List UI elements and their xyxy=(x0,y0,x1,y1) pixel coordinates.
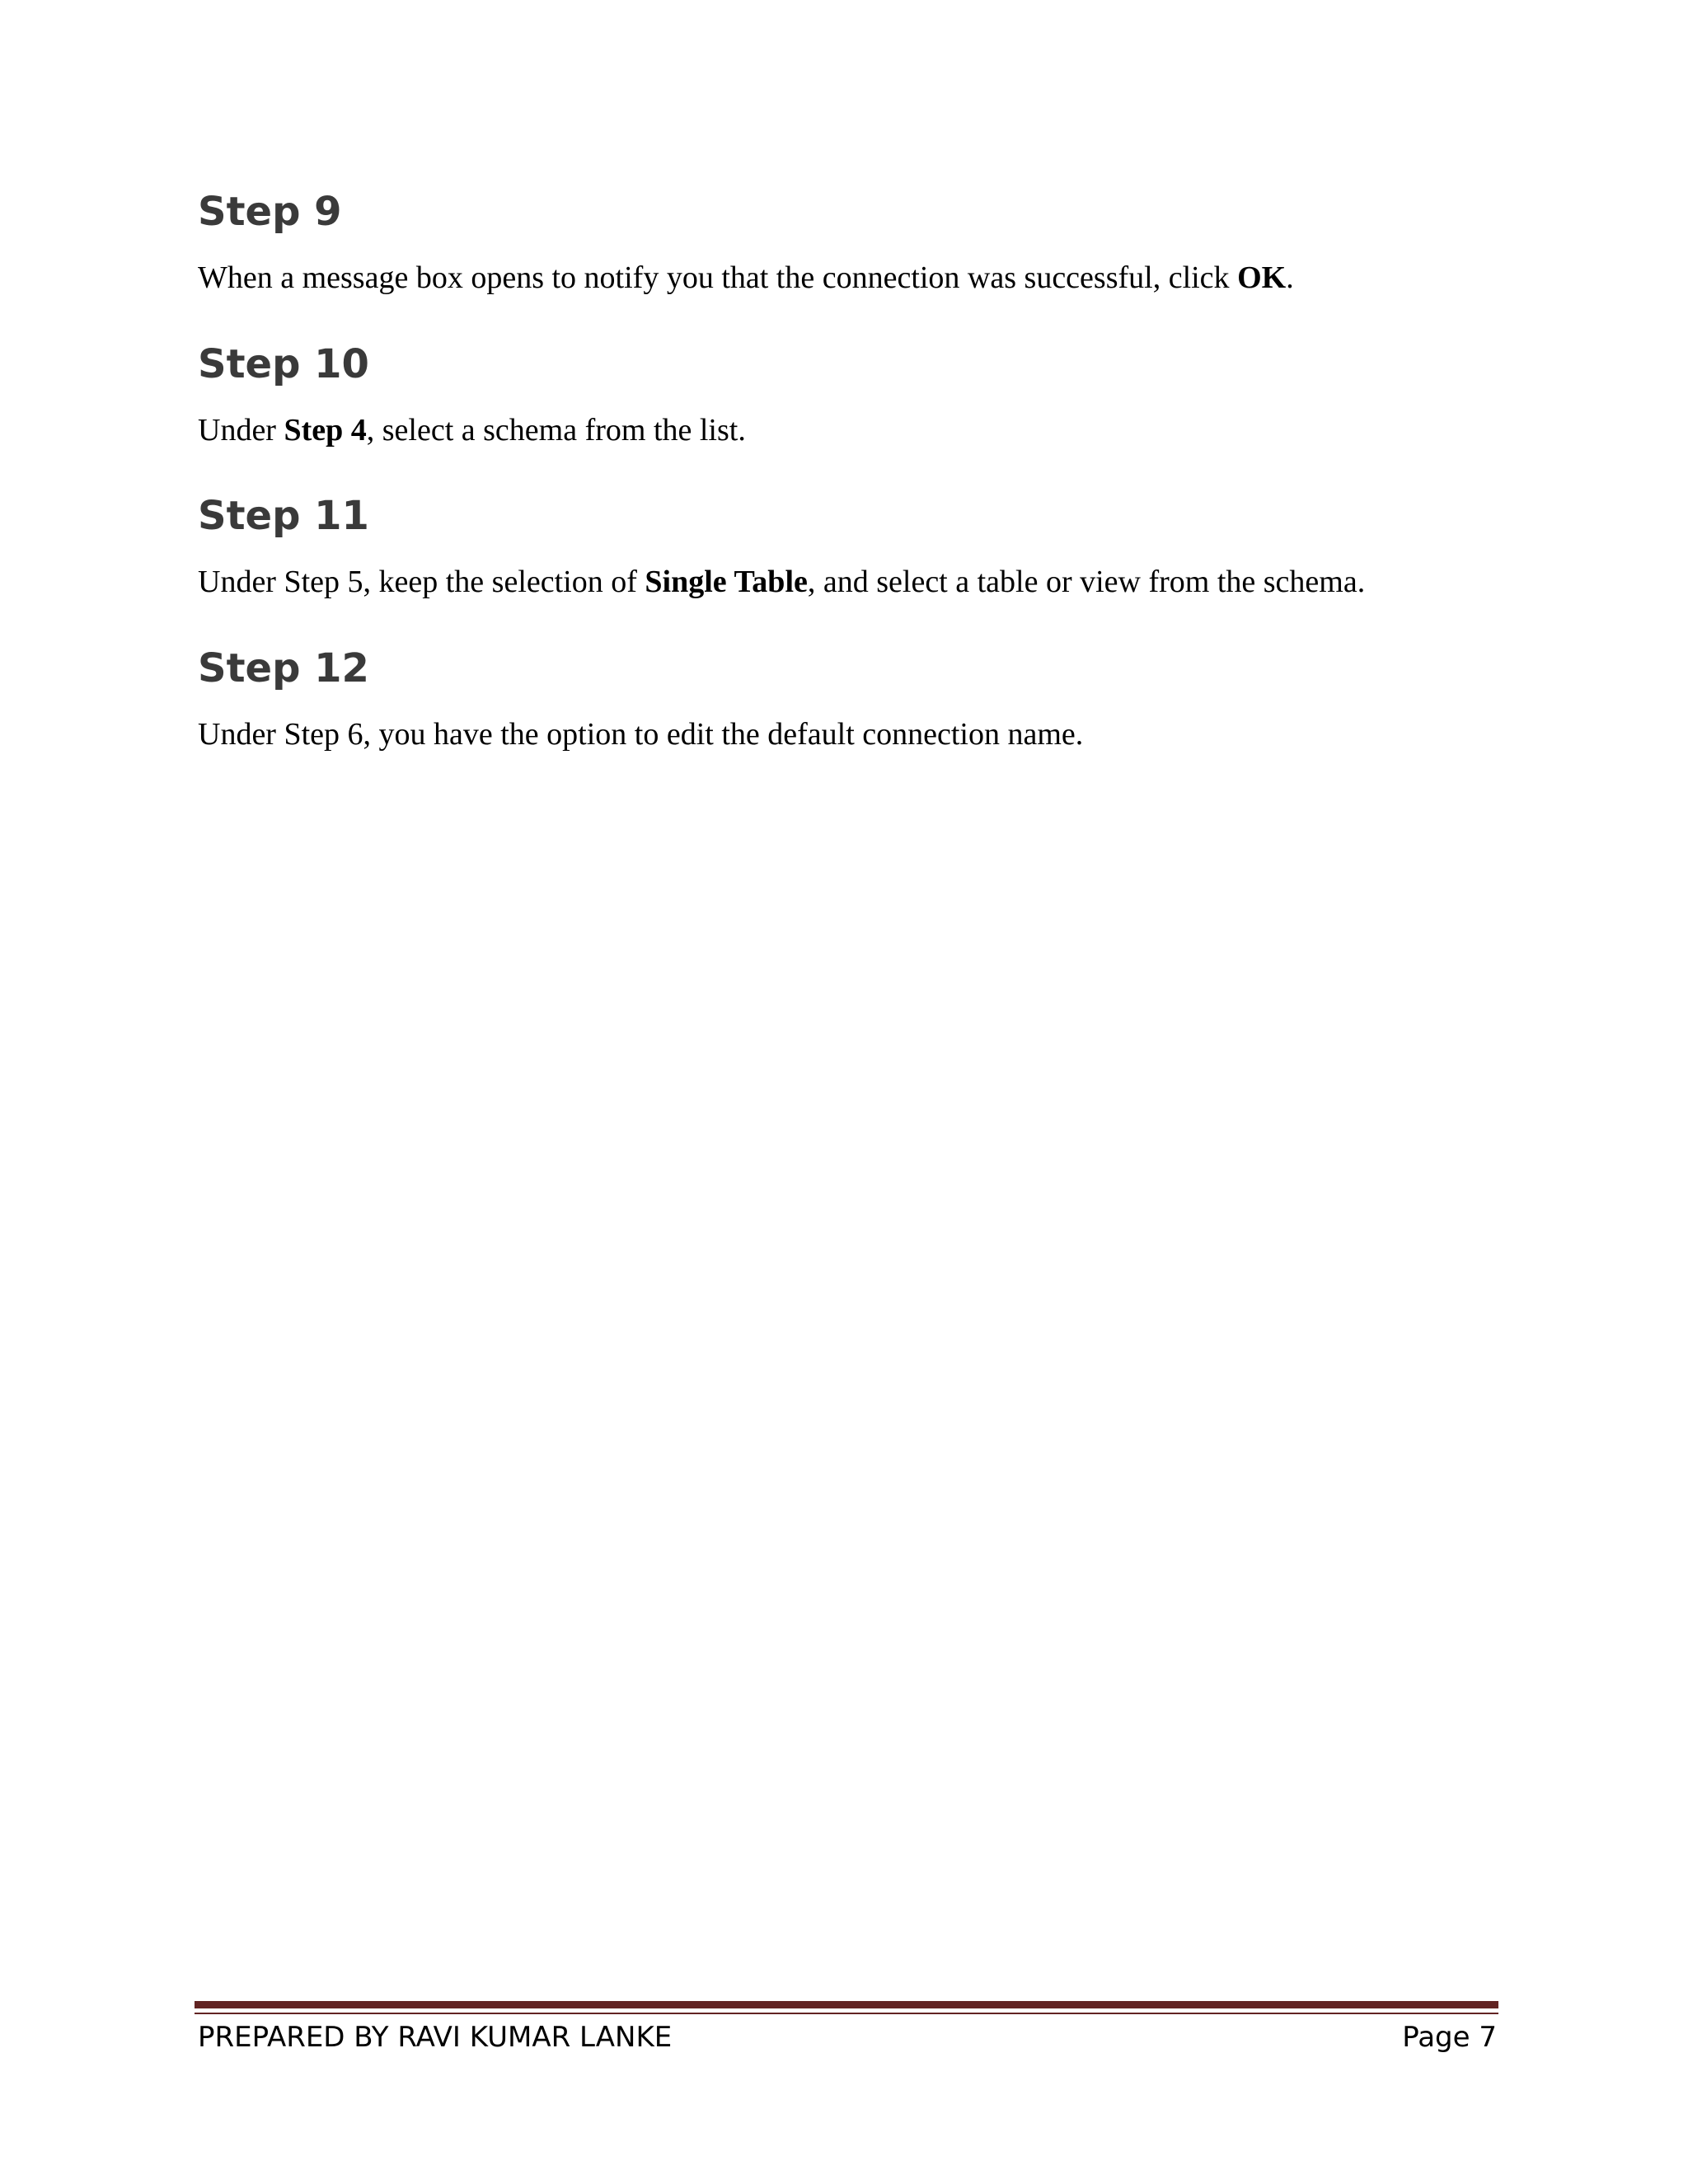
step-instruction xyxy=(198,562,1500,602)
footer-divider-thick xyxy=(195,2001,1498,2008)
bold-term: OK xyxy=(1237,260,1287,296)
text-run: When a message box opens to notify you that the connection was successful, click xyxy=(198,260,1238,296)
text-run: Under Step 5, keep the selection of xyxy=(198,565,645,600)
step-10-section xyxy=(198,342,1500,452)
text-run: Under xyxy=(198,412,284,448)
step-instruction xyxy=(198,410,1500,451)
text-run: Under Step 6, you have the option to edit the default connection name. xyxy=(198,716,1084,752)
step-heading: Step 10 xyxy=(198,340,369,387)
text-run: . xyxy=(1286,260,1294,296)
bold-term: Single Table xyxy=(645,565,808,600)
bold-term: Step 4 xyxy=(284,412,367,448)
page-content xyxy=(198,190,1500,798)
step-9-section xyxy=(198,190,1500,299)
footer-page-number: Page 7 xyxy=(1402,2021,1497,2054)
footer-divider-thin xyxy=(195,2013,1498,2014)
step-instruction xyxy=(198,258,1500,298)
step-instruction xyxy=(198,715,1500,755)
footer-author: PREPARED BY RAVI KUMAR LANKE xyxy=(198,2021,673,2054)
step-heading: Step 9 xyxy=(198,189,342,235)
text-run: , select a schema from the list. xyxy=(366,412,746,448)
step-heading: Step 11 xyxy=(198,493,369,540)
text-run: , and select a table or view from the schema. xyxy=(807,565,1366,600)
step-11-section xyxy=(198,494,1500,603)
step-12-section xyxy=(198,646,1500,756)
step-heading: Step 12 xyxy=(198,644,369,691)
